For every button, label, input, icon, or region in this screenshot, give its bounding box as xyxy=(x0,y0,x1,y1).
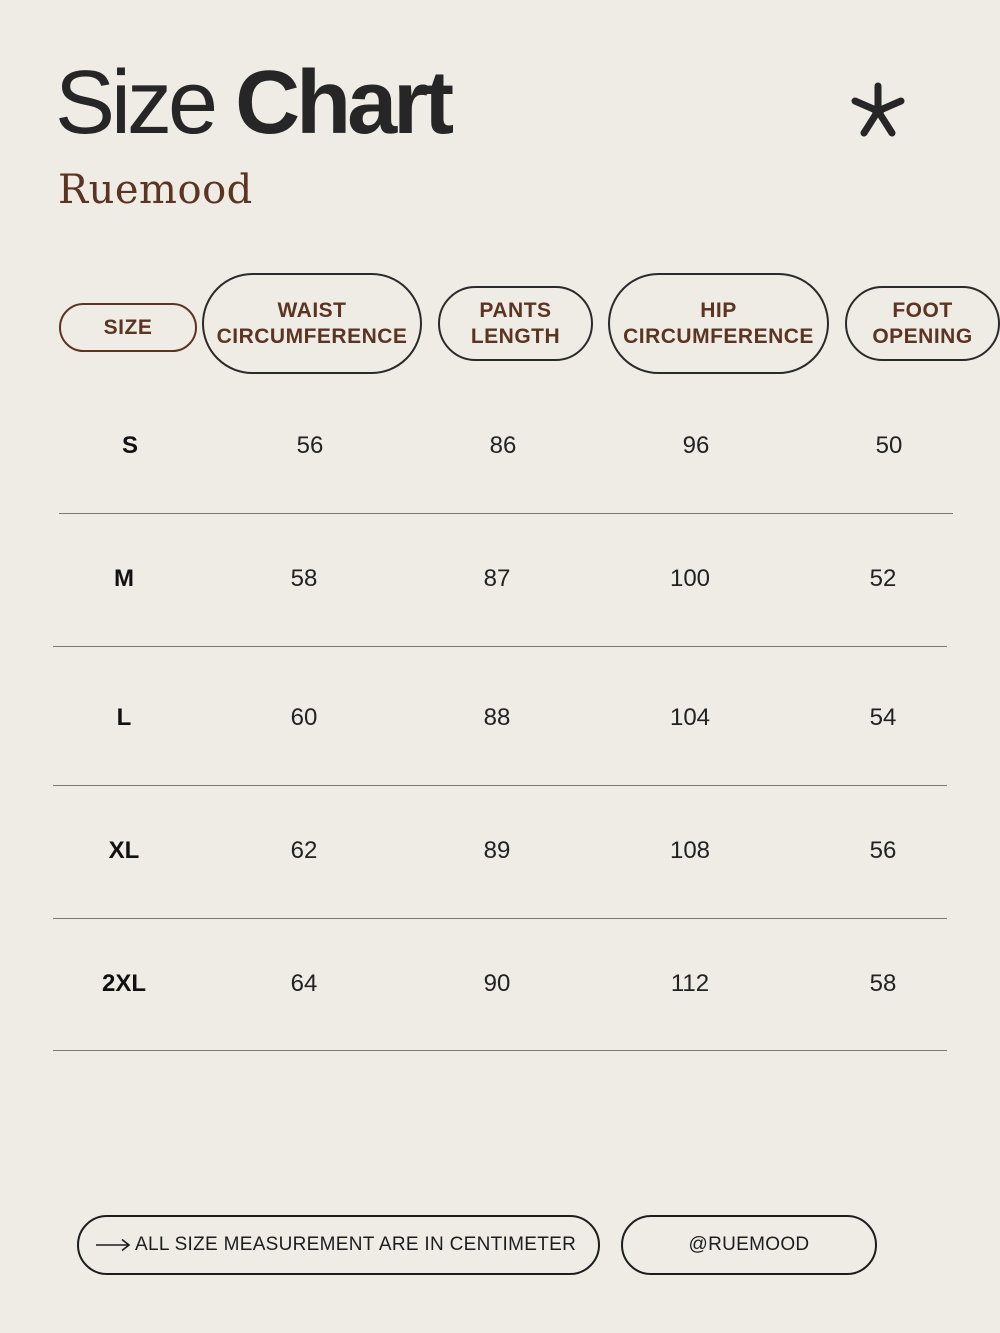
cell-waist: 56 xyxy=(296,432,324,459)
header-pants-line1: PANTS xyxy=(479,298,552,322)
cell-size: XL xyxy=(108,837,140,864)
header-pants-line2: LENGTH xyxy=(470,324,561,348)
header-size xyxy=(59,303,197,352)
cell-pants-length: 89 xyxy=(483,837,511,864)
cell-size: L xyxy=(116,704,132,731)
row-divider xyxy=(53,918,947,919)
cell-foot-opening: 54 xyxy=(869,704,897,731)
header-foot-line2: OPENING xyxy=(872,324,973,348)
cell-hip: 108 xyxy=(669,837,711,864)
cell-foot-opening: 58 xyxy=(869,970,897,997)
cell-foot-opening: 52 xyxy=(869,565,897,592)
cell-waist: 64 xyxy=(290,970,318,997)
cell-hip: 104 xyxy=(669,704,711,731)
row-divider xyxy=(59,513,953,514)
cell-pants-length: 88 xyxy=(483,704,511,731)
cell-hip: 96 xyxy=(682,432,710,459)
cell-hip: 112 xyxy=(670,970,710,997)
header-waist-line2: CIRCUMFERENCE xyxy=(216,324,408,348)
cell-size: 2XL xyxy=(101,970,146,997)
social-handle-text: @RUEMOOD xyxy=(688,1234,810,1255)
title-bold: Chart xyxy=(235,53,451,153)
cell-size: M xyxy=(114,565,134,592)
header-hip-circumference xyxy=(608,273,829,374)
social-handle[interactable] xyxy=(621,1215,877,1275)
header-hip-line1: HIP xyxy=(700,298,737,322)
row-divider xyxy=(53,785,947,786)
measurement-note xyxy=(77,1215,600,1275)
arrow-right-icon xyxy=(95,1238,131,1252)
row-divider xyxy=(53,646,947,647)
header-size-label: SIZE xyxy=(103,315,153,339)
cell-hip: 100 xyxy=(669,565,711,592)
cell-pants-length: 86 xyxy=(489,432,517,459)
header-foot-opening xyxy=(845,286,1000,361)
title-light: Size xyxy=(55,53,215,153)
row-divider xyxy=(53,1050,947,1051)
cell-foot-opening: 56 xyxy=(869,837,897,864)
cell-waist: 60 xyxy=(290,704,318,731)
header-foot-line1: FOOT xyxy=(892,298,953,322)
measurement-note-text: ALL SIZE MEASUREMENT ARE IN CENTIMETER xyxy=(135,1234,577,1255)
cell-waist: 62 xyxy=(290,837,318,864)
header-waist-line1: WAIST xyxy=(277,298,347,322)
cell-pants-length: 90 xyxy=(483,970,511,997)
cell-pants-length: 87 xyxy=(483,565,511,592)
asterisk-icon xyxy=(845,78,911,144)
cell-foot-opening: 50 xyxy=(875,432,903,459)
header-hip-line2: CIRCUMFERENCE xyxy=(623,324,814,348)
header-pants-length xyxy=(438,286,593,361)
cell-size: S xyxy=(121,432,138,459)
page-title xyxy=(55,53,451,153)
header-waist-circumference xyxy=(202,273,422,374)
brand-name: Ruemood xyxy=(58,167,253,213)
cell-waist: 58 xyxy=(290,565,318,592)
